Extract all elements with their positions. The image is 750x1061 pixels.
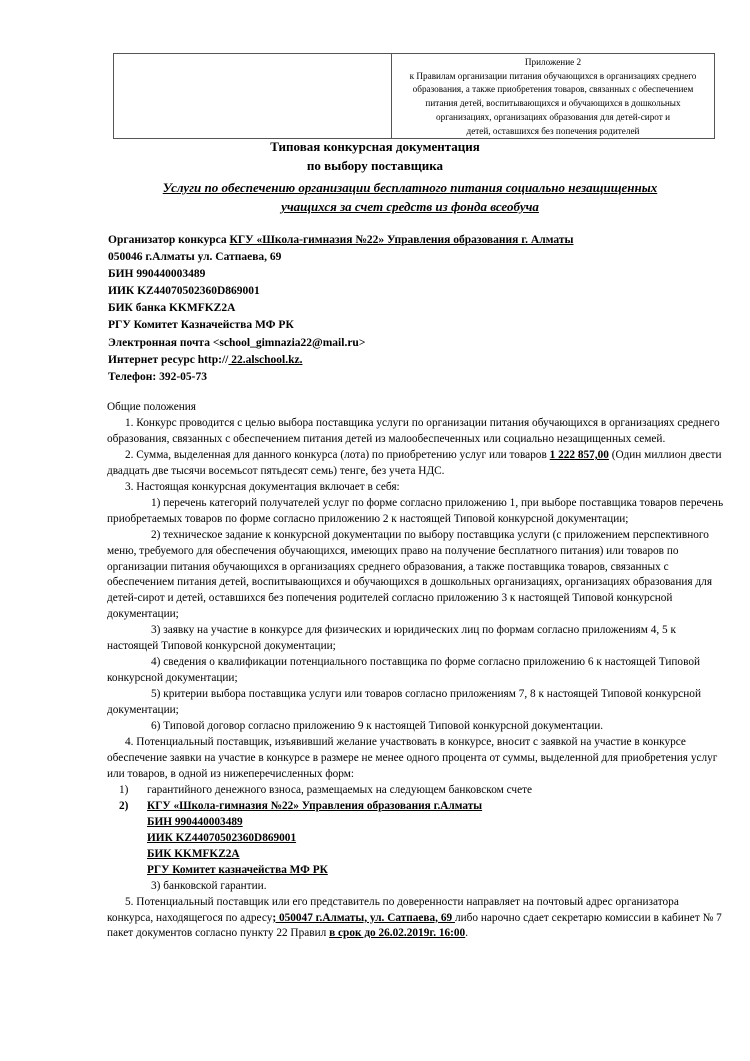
general-provisions bbox=[107, 400, 727, 942]
list-item: 4) сведения о квалификации потенциального поставщика по форме согласно приложению 6 к настоящей Типовой конкурсной документации; bbox=[107, 656, 701, 685]
paragraph-2-tail: (Один миллион двести двадцать две тысячи восемьсот пятьдесят семь) тенге, без учета НДС. bbox=[107, 448, 722, 477]
organizer-internet bbox=[108, 352, 728, 369]
bank-rgu: РГУ Комитет казначейства МФ РК bbox=[147, 863, 328, 876]
organizer-block bbox=[108, 232, 728, 386]
paragraph-5-middle: либо нарочно сдает секретарю комиссии в кабинет № 7 пакет документов согласно пункту 22 Правил bbox=[107, 911, 722, 940]
bank-bik: БИК KKMFKZ2A bbox=[147, 847, 240, 860]
security-form-3: 3) банковской гарантии. bbox=[151, 879, 267, 892]
security-form-1 bbox=[107, 783, 727, 799]
internet-link[interactable]: 22.alschool.kz. bbox=[228, 353, 303, 366]
appendix-empty-cell bbox=[114, 54, 392, 138]
organizer-phone: Телефон: 392-05-73 bbox=[108, 370, 207, 383]
appendix-line: к Правилам организации питания обучающихся в организациях среднего bbox=[409, 70, 697, 81]
list-item: 5) критерии выбора поставщика услуги или товаров согласно приложениям 7, 8 к настоящей Типовой конкурсной документации; bbox=[107, 688, 702, 717]
section-heading: Общие положения bbox=[107, 401, 196, 413]
list-item: 1) перечень категорий получателей услуг по форме согласно приложению 1, при выборе поставщика товаров перечень приобретаемых товаров по форме согласно приложению 2 к настоящей Типовой конкурсной документации; bbox=[107, 496, 724, 525]
form-text: КГУ «Школа-гимназия №22» Управления образования г.Алматы bbox=[147, 799, 483, 812]
paragraph-4: 4. Потенциальный поставщик, изъявивший желание участвовать в конкурсе, вносит с заявкой на участие в конкурсе обеспечение заявки на участие в конкурсе в размере не менее одного процента от суммы, выделенной для приобретения услуг или товаров, в одной из нижеперечисленных форм: bbox=[107, 736, 718, 780]
paragraph-5-text: 5. Потенциальный поставщик или его представитель по доверенности направляет на почтовый адрес организатора конкурса, находящегося по адресу bbox=[107, 895, 679, 924]
paragraph-2-text: 2. Сумма, выделенная для данного конкурса (лота) по приобретению услуг или товаров bbox=[125, 448, 550, 461]
appendix-line: детей, оставшихся без попечения родителей bbox=[466, 125, 640, 136]
organizer-address: 050046 г.Алматы ул. Сатпаева, 69 bbox=[108, 251, 282, 264]
appendix-box bbox=[113, 53, 715, 139]
paragraph-3: 3. Настоящая конкурсная документация включает в себя: bbox=[125, 480, 400, 493]
paragraph-5 bbox=[107, 895, 727, 943]
organizer-rgu: РГУ Комитет Казначейства МФ РК bbox=[108, 319, 294, 332]
bank-iik: ИИК KZ44070502360D869001 bbox=[147, 831, 297, 844]
list-item: 2) техническое задание к конкурсной документации по выбору поставщика услуги (с приложением перспективного меню, требуемого для обеспечения обучающихся, имеющих право на получение бесплатного питания) или товаров по организации питания обучающихся в организациях среднего образования, а также поставщика товаров, связанных с обеспечением питания детей, воспитывающихся и обучающихся в дошкольных организациях, организациях образования для детей-сирот и детей, оставшихся без попечения родителей согласно приложению 3 к настоящей Типовой конкурсной документации; bbox=[107, 528, 713, 621]
internet-label: Интернет ресурс http:// bbox=[108, 353, 229, 366]
submission-deadline: в срок до 26.02.2019г. 16:00 bbox=[329, 927, 466, 940]
form-number: 1) bbox=[119, 783, 129, 796]
list-item: 6) Типовой договор согласно приложению 9 к настоящей Типовой конкурсной документации. bbox=[151, 720, 604, 733]
postal-address: ; 050047 г.Алматы, ул. Сатпаева, 69 bbox=[272, 911, 455, 924]
doc-subject bbox=[100, 178, 720, 216]
paragraph-1: 1. Конкурс проводится с целью выбора поставщика услуги по организации питания обучающихся в организациях среднего образования, связанных с обеспечением питания детей из малообеспеченных или социально незащищенных семей. bbox=[107, 416, 720, 445]
paragraph-2 bbox=[107, 448, 727, 480]
appendix-title: Приложение 2 bbox=[524, 57, 582, 67]
organizer-bik: БИК банка KKMFKZ2A bbox=[108, 302, 236, 315]
organizer-email[interactable]: Электронная почта <school_gimnazia22@mail.ru> bbox=[108, 336, 366, 349]
security-form-2 bbox=[107, 799, 727, 815]
organizer-iik: ИИК KZ44070502360D869001 bbox=[108, 285, 260, 298]
organizer-label: Организатор конкурса bbox=[108, 234, 230, 246]
organizer-line bbox=[108, 232, 728, 249]
doc-title-line1: Типовая конкурсная документация bbox=[270, 139, 480, 154]
subject-line1: Услуги по обеспечению организации бесплатного питания социально незащищенных bbox=[162, 180, 658, 195]
organizer-bin: БИН 990440003489 bbox=[108, 268, 206, 281]
organizer-name: КГУ «Школа-гимназия №22» Управления образования г. Алматы bbox=[229, 234, 574, 246]
form-text: гарантийного денежного взноса, размещаемых на следующем банковском счете bbox=[147, 783, 533, 796]
appendix-text bbox=[396, 56, 710, 138]
subject-line2: учащихся за счет средств из фонда всеобуча bbox=[281, 199, 539, 214]
doc-title-line2: по выбору поставщика bbox=[306, 158, 444, 173]
appendix-line: организациях, организациях образования для детей-сирот и bbox=[436, 111, 670, 122]
list-item: 3) заявку на участие в конкурсе для физических и юридических лиц по формам согласно приложениям 4, 5 к настоящей Типовой конкурсной документации; bbox=[107, 624, 676, 653]
bank-bin: БИН 990440003489 bbox=[147, 815, 243, 828]
form-number: 2) bbox=[119, 799, 129, 812]
appendix-line: образования, а также приобретения товаров, связанных с обеспечением bbox=[412, 84, 694, 95]
paragraph-5-end: . bbox=[465, 927, 469, 940]
appendix-line: питания детей, воспитывающихся и обучающихся в дошкольных bbox=[425, 98, 681, 109]
contest-amount: 1 222 857,00 bbox=[549, 448, 609, 461]
